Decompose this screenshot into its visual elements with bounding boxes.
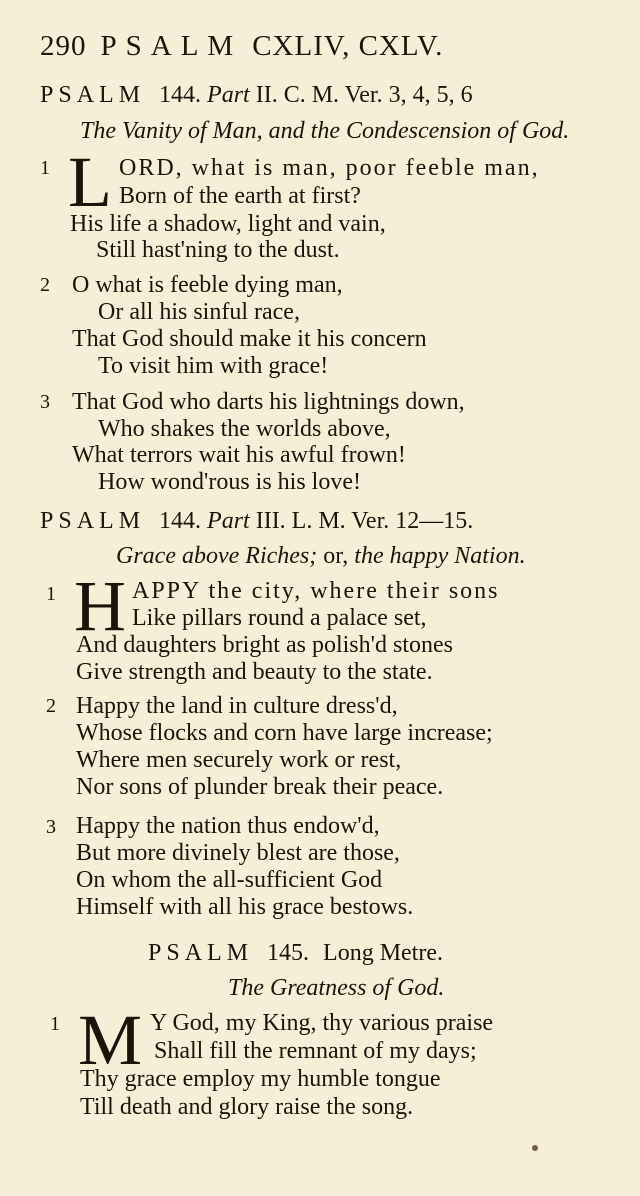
verse-line: Still hast'ning to the dust. — [96, 237, 340, 263]
verse-line: Where men securely work or rest, — [76, 747, 402, 773]
ink-speck — [532, 1145, 538, 1151]
verse-number: 1 — [50, 1013, 60, 1035]
verse-line: How wond'rous is his love! — [98, 469, 361, 495]
section-heading: PSALM 144. Part III. L. M. Ver. 12—15. — [40, 508, 474, 534]
section-subtitle: Grace above Riches; or, the happy Nation. — [116, 543, 526, 569]
running-head-word: PSALM — [100, 30, 243, 62]
running-head-numbers: CXLIV, CXLV. — [252, 30, 444, 62]
verse-line: APPY the city, where their sons — [132, 578, 500, 604]
verse-line: Happy the nation thus endow'd, — [76, 813, 380, 839]
drop-cap: H — [74, 566, 126, 646]
verse-number: 2 — [46, 695, 56, 717]
verse-line: Y God, my King, thy various praise — [150, 1010, 494, 1036]
verse-line: ORD, what is man, poor feeble man, — [119, 155, 540, 181]
page-number: 290 — [40, 30, 87, 62]
section-heading: PSALM 145. Long Metre. — [148, 940, 443, 966]
verse-line: Give strength and beauty to the state. — [76, 659, 433, 685]
verse-line: On whom the all-sufficient God — [76, 867, 383, 893]
verse-line: To visit him with grace! — [98, 353, 329, 379]
verse-line: Shall fill the remnant of my days; — [154, 1038, 477, 1064]
verse-number: 3 — [46, 816, 56, 838]
section-subtitle: The Greatness of God. — [228, 975, 445, 1001]
verse-number: 2 — [40, 274, 50, 296]
verse-line: That God should make it his concern — [72, 326, 427, 352]
verse-line: That God who darts his lightnings down, — [72, 389, 465, 415]
section-heading: PSALM 144. Part II. C. M. Ver. 3, 4, 5, 6 — [40, 82, 473, 108]
verse-line: Thy grace employ my humble tongue — [80, 1066, 441, 1092]
running-head — [40, 30, 443, 63]
drop-cap: M — [78, 1000, 143, 1080]
verse-line: Who shakes the worlds above, — [98, 416, 391, 442]
verse-line: Himself with all his grace bestows. — [76, 894, 414, 920]
verse-line: Till death and glory raise the song. — [80, 1094, 414, 1120]
verse-line: And daughters bright as polish'd stones — [76, 632, 453, 658]
verse-line: Or all his sinful race, — [98, 299, 300, 325]
section-subtitle: The Vanity of Man, and the Condescension of God. — [80, 118, 570, 144]
verse-line: But more divinely blest are those, — [76, 840, 400, 866]
verse-line: Like pillars round a palace set, — [132, 605, 427, 631]
verse-number: 1 — [40, 157, 50, 179]
verse-line: Born of the earth at first? — [119, 183, 361, 209]
drop-cap: L — [68, 142, 112, 222]
verse-line: O what is feeble dying man, — [72, 272, 343, 298]
verse-number: 3 — [40, 391, 50, 413]
verse-line: Happy the land in culture dress'd, — [76, 693, 398, 719]
verse-line: Nor sons of plunder break their peace. — [76, 774, 444, 800]
verse-number: 1 — [46, 583, 56, 605]
verse-line: What terrors wait his awful frown! — [72, 442, 406, 468]
verse-line: His life a shadow, light and vain, — [70, 211, 386, 237]
verse-line: Whose flocks and corn have large increase; — [76, 720, 493, 746]
